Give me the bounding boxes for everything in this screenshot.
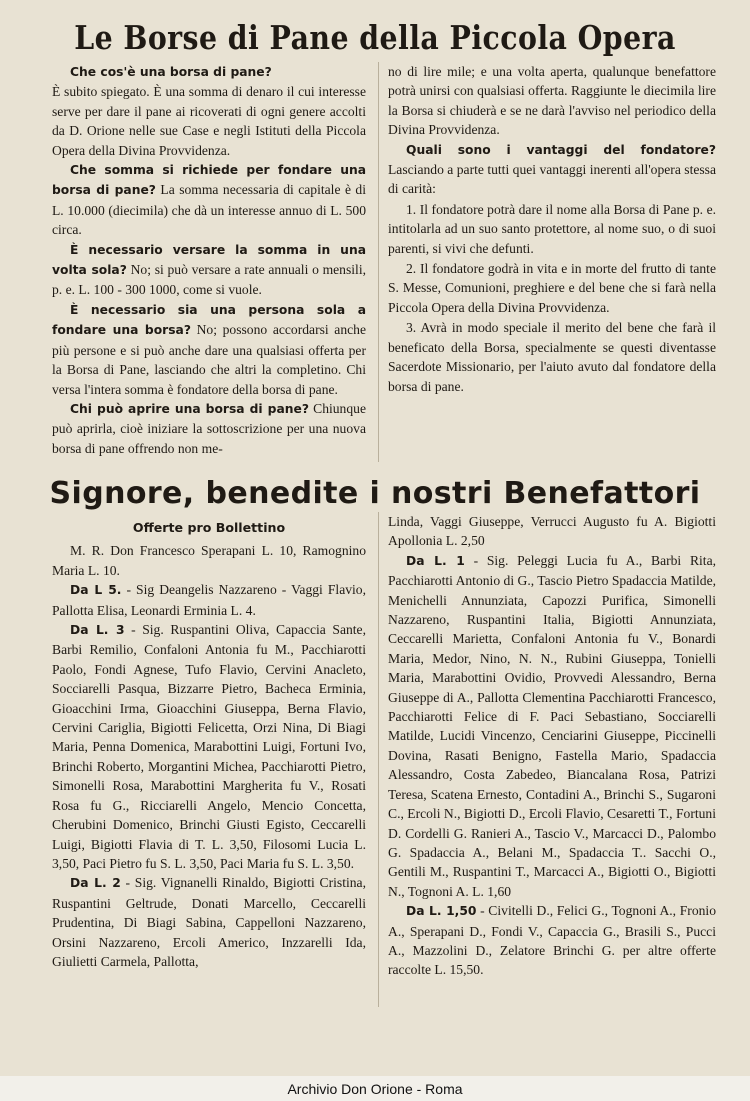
page-title: Le Borse di Pane della Piccola Opera: [74, 18, 676, 57]
faq-paragraph: [388, 140, 716, 199]
faq-answer: No; si può versare a rate annuali o mensili, p. e. L. 100 - 300 1000, come si vuole.: [52, 262, 366, 298]
column-divider-bottom: [378, 512, 379, 1007]
advantage-item: 2. Il fondatore godrà in vita e in morte del frutto di tante S. Messe, Comunioni, preghiere e del bene che si farà nella Piccola Opera della Divina Provvidenza.: [388, 261, 716, 315]
faq-column-left: [52, 62, 366, 458]
donor-amount-lead: Da L. 1: [406, 553, 465, 568]
donor-paragraph: [388, 551, 716, 901]
faq-answer: Chiunque può aprirla, cioè iniziare la sottoscrizione per una nuova borsa di pane offrendo non me-: [52, 400, 366, 456]
donor-amount-lead: Da L. 1,50: [406, 904, 477, 919]
donor-paragraph: [52, 580, 366, 620]
faq-answer: No; possono accordarsi anche più persone e si può anche dare una qualsiasi offerta per la Borsa di Pane, lasciando che altri la completino. Chi versa l'intera somma è fondatore della borsa di pane.: [52, 322, 366, 397]
faq-paragraph: [52, 240, 366, 300]
faq-answer: La somma necessaria di capitale è di L. 10.000 (diecimila) che dà un interesse annuo di L. 500 circa.: [52, 182, 366, 238]
donor-paragraph: [52, 873, 366, 971]
advantage-item: 3. Avrà in modo speciale il merito del bene che farà il beneficato della Borsa, specialmente se questi diventasse Sacerdote Missionario, per l'aiuto avuto dal fondatore della borsa di pane.: [388, 320, 716, 394]
faq-column-right: [388, 62, 716, 396]
faq-question: Che somma si richiede per fondare una borsa di pane?: [52, 163, 366, 198]
donor-text: M. R. Don Francesco Sperapani L. 10, Ramognino Maria L. 10.: [52, 543, 366, 578]
faq-question: È necessario sia una persona sola a fondare una borsa?: [52, 302, 366, 338]
faq-paragraph: [52, 399, 366, 458]
donor-text: - Sig Deangelis Nazzareno - Vaggi Flavio, Pallotta Elisa, Leonardi Erminia L. 4.: [52, 582, 367, 618]
donor-text: - Sig. Ruspantini Oliva, Capaccia Sante, Barbi Remilio, Confaloni Antonia fu M., Pacchiarotti Paolo, Fondi Agnese, Tufo Flavio, Cervini Anacleto, Socciarelli Pasqua, Bizzarre Pietro, Bacheca Erminia, Gioacchini Irma, Gioacchini Giuseppa, Berna Flavio, Cervini Cariglia, Bigiotti Felicetta, Orzi Nina, Di Biagi Maria, Penna Domenica, Marabottini Luigi, Fortuni Ivo, Brinchi Roberto, Morgantini Michea, Pacchiarotti Pietro, Simonelli Rosa, Marabottini Margherita fu V., Rosati Rosa fu G., Ricciarelli Angelo, Mencio Concetta, Cherubini Domenico, Brinchi Giusti Egisto, Ceccarelli Luigi, Bigiotti Flavia di T. L. 3,50, Filosomi Lucia L. 3,50, Paci Pietro fu S. L. 3,50, Paci Maria fu S. L. 3,50.: [52, 622, 366, 871]
faq-question: Quali sono i vantaggi del fondatore?: [406, 142, 716, 157]
donor-text: Linda, Vaggi Giuseppe, Verrucci Augusto fu A. Bigiotti Apollonia L. 2,50: [388, 514, 716, 549]
section-heading: Signore, benedite i nostri Benefattori: [49, 476, 701, 511]
archive-footer: Archivio Don Orione - Roma: [287, 1081, 463, 1097]
advantage-item: 1. Il fondatore potrà dare il nome alla Borsa di Pane p. e. intitolarla ad un suo santo protettore, al nome suo, o di suoi parenti, si vivi che defunti.: [388, 201, 716, 256]
donors-column-right: [388, 512, 716, 980]
donor-text: - Sig. Peleggi Lucia fu A., Barbi Rita, Pacchiarotti Antonio di G., Tascio Pietro Spadaccia Matilde, Menichelli Annunziata, Capozzi Purifica, Simonelli Nazzareno, Ruspantini Italia, Bigiotti Annunziata, Ceccarelli Marietta, Confaloni Antonia fu V., Bonardi Maria, Medor, Nino, N. N., Rubini Giuseppa, Tonielli Maria, Marabottini Ovidio, Provvedi Alessandro, Berna Giuseppe di A., Pallotta Clementina Pacchiarotti Francesco, Pacchiarotti Felice di F. Paci Sebastiano, Socciarelli Matilde, Lucidi Vincenzo, Cenciarini Giuseppe, Piccinelli Dovina, Rasati Benigno, Fastella Mario, Spadaccia Alessandro, Costa Zabedeo, Biancalana Rosa, Patrizi Teresa, Scatena Ernesto, Contadini A., Brinchi S., Sugaroni C., Ercoli N., Bigiotti D., Ercoli Flavio, Cesaretti T., Fortuni D. Cordelli G. Ranieri A., Tascio V., Marcacci D., Palombo G. Spadaccia A., Belani M., Spadaccia T.. Sacchi O., Gentili M., Ruspantini T., Marcacci A., Bigiotti O., Bigiotti N., Tognoni A. L. 1,60: [388, 552, 716, 899]
column-divider-top: [378, 62, 379, 462]
donor-paragraph: [388, 901, 716, 980]
faq-answer: È subito spiegato. È una somma di denaro il cui interesse serve per dare il pane ai ricoverati di ogni genere accolti da D. Orione nelle sue Case e negli Istituti della Piccola Opera della Divina Provvidenza.: [52, 84, 366, 158]
donor-amount-lead: Da L. 3: [70, 623, 125, 638]
donor-text: - Civitelli D., Felici G., Tognoni A., Fronio A., Sperapani D., Fondi V., Capaccia G., Brasili S., Pucci A., Mazzolini D., Zelatore Brinchi G. per altre offerte raccolte L. 15,50.: [388, 903, 716, 978]
donor-paragraph: [388, 512, 716, 551]
donor-paragraph: [52, 541, 366, 580]
faq-paragraph: [52, 160, 366, 240]
faq-question: Chi può aprire una borsa di pane?: [70, 401, 309, 416]
donor-amount-lead: Da L 5.: [70, 583, 122, 598]
donors-column-left: [52, 518, 366, 971]
faq-continuation: no di lire mile; e una volta aperta, qualunque benefattore potrà unirsi con qualsiasi offerta. Raggiunte le diecimila lire la Borsa si chiuderà e se ne darà l'avviso nel periodico della Divina Provvidenza.: [388, 64, 716, 138]
faq-paragraph: [52, 300, 366, 399]
faq-paragraph: [52, 62, 366, 160]
section-subheading: Offerte pro Bollettino: [132, 520, 286, 535]
donor-text: - Sig. Vignanelli Rinaldo, Bigiotti Cristina, Ruspantini Geltrude, Donati Marcello, Ceccarelli Prudentina, Di Biagi Sabina, Cappelloni Nazzareno, Orsini Nazzareno, Ercoli Americo, Inzzarelli Ida, Giulietti Carmela, Pallotta,: [52, 875, 366, 969]
faq-question: Che cos'è una borsa di pane?: [70, 65, 272, 79]
donor-paragraph: [52, 620, 366, 873]
faq-answer: Lasciando a parte tutti quei vantaggi inerenti all'opera stessa di carità:: [388, 162, 716, 197]
faq-question: È necessario versare la somma in una volta sola?: [52, 242, 366, 278]
donor-amount-lead: Da L. 2: [70, 876, 121, 891]
